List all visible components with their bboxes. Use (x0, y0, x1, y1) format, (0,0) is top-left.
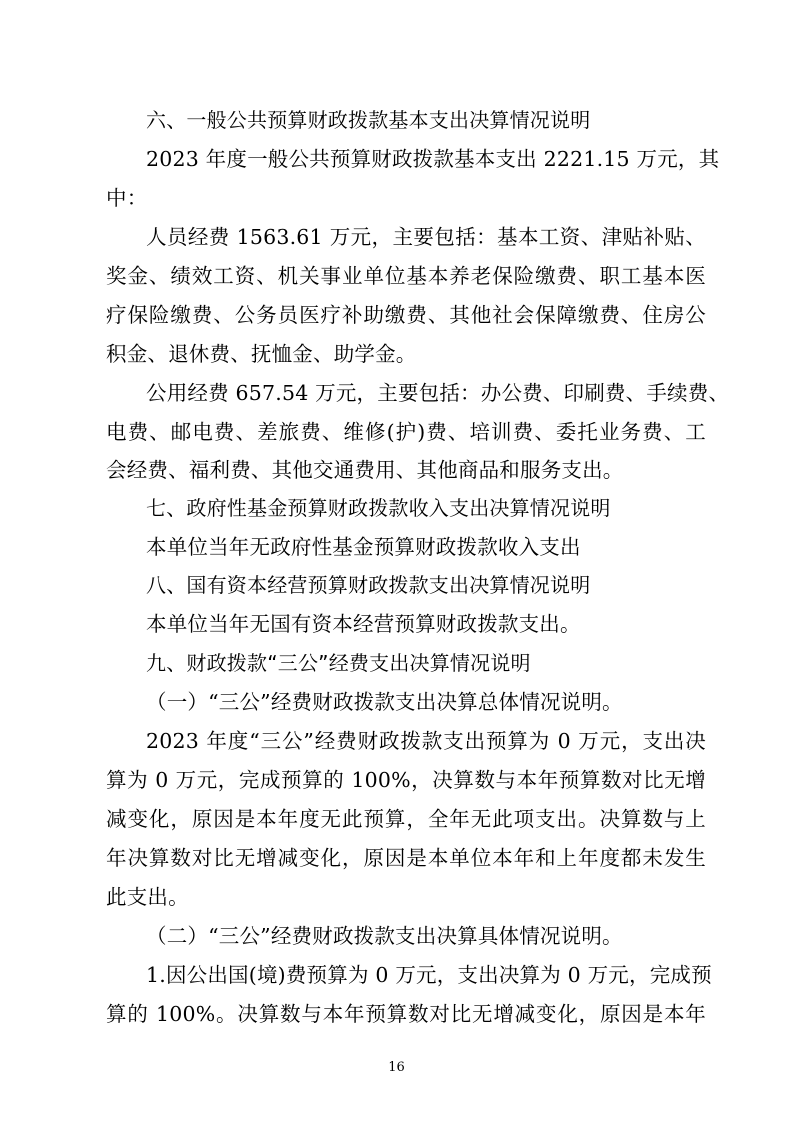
paragraph-line: 电费、邮电费、差旅费、维修(护)费、培训费、委托业务费、工 (106, 420, 706, 444)
paragraph-line: 算的 100%。决算数与本年预算数对比无增减变化，原因是本年 (106, 1002, 706, 1026)
paragraph-line: 减变化，原因是本年度无此预算，全年无此项支出。决算数与上 (106, 807, 706, 831)
subsection-heading-1: （一）“三公”经费财政拨款支出决算总体情况说明。 (146, 690, 623, 714)
paragraph-line: 2023 年度一般公共预算财政拨款基本支出 2221.15 万元，其 (146, 147, 720, 171)
subsection-heading-2: （二）“三公”经费财政拨款支出决算具体情况说明。 (146, 924, 623, 948)
section-heading-7: 七、政府性基金预算财政拨款收入支出决算情况说明 (146, 496, 611, 520)
section-heading-9: 九、财政拨款“三公”经费支出决算情况说明 (146, 651, 531, 675)
paragraph-line: 积金、退休费、抚恤金、助学金。 (106, 342, 417, 366)
paragraph-line: 算为 0 万元，完成预算的 100%，决算数与本年预算数对比无增 (106, 768, 706, 792)
section-heading-8: 八、国有资本经营预算财政拨款支出决算情况说明 (146, 573, 591, 597)
paragraph-line: 本单位当年无国有资本经营预算财政拨款支出。 (146, 612, 581, 636)
paragraph-line: 2023 年度“三公”经费财政拨款支出预算为 0 万元，支出决 (146, 729, 706, 753)
paragraph-line: 1.因公出国(境)费预算为 0 万元，支出决算为 0 万元，完成预 (146, 963, 712, 987)
paragraph-line: 疗保险缴费、公务员医疗补助缴费、其他社会保障缴费、住房公 (106, 303, 706, 327)
section-heading-6: 六、一般公共预算财政拨款基本支出决算情况说明 (146, 108, 591, 132)
paragraph-line: 人员经费 1563.61 万元，主要包括：基本工资、津贴补贴、 (146, 225, 706, 249)
page-number: 16 (388, 1060, 405, 1075)
paragraph-line: 会经费、福利费、其他交通费用、其他商品和服务支出。 (106, 458, 624, 482)
paragraph-line: 公用经费 657.54 万元，主要包括：办公费、印刷费、手续费、 (146, 381, 730, 405)
paragraph-line: 年决算数对比无增减变化，原因是本单位本年和上年度都未发生 (106, 846, 706, 870)
paragraph-line: 本单位当年无政府性基金预算财政拨款收入支出 (146, 535, 581, 559)
paragraph-line: 此支出。 (106, 885, 189, 909)
paragraph-line: 中： (106, 186, 148, 210)
paragraph-line: 奖金、绩效工资、机关事业单位基本养老保险缴费、职工基本医 (106, 264, 706, 288)
